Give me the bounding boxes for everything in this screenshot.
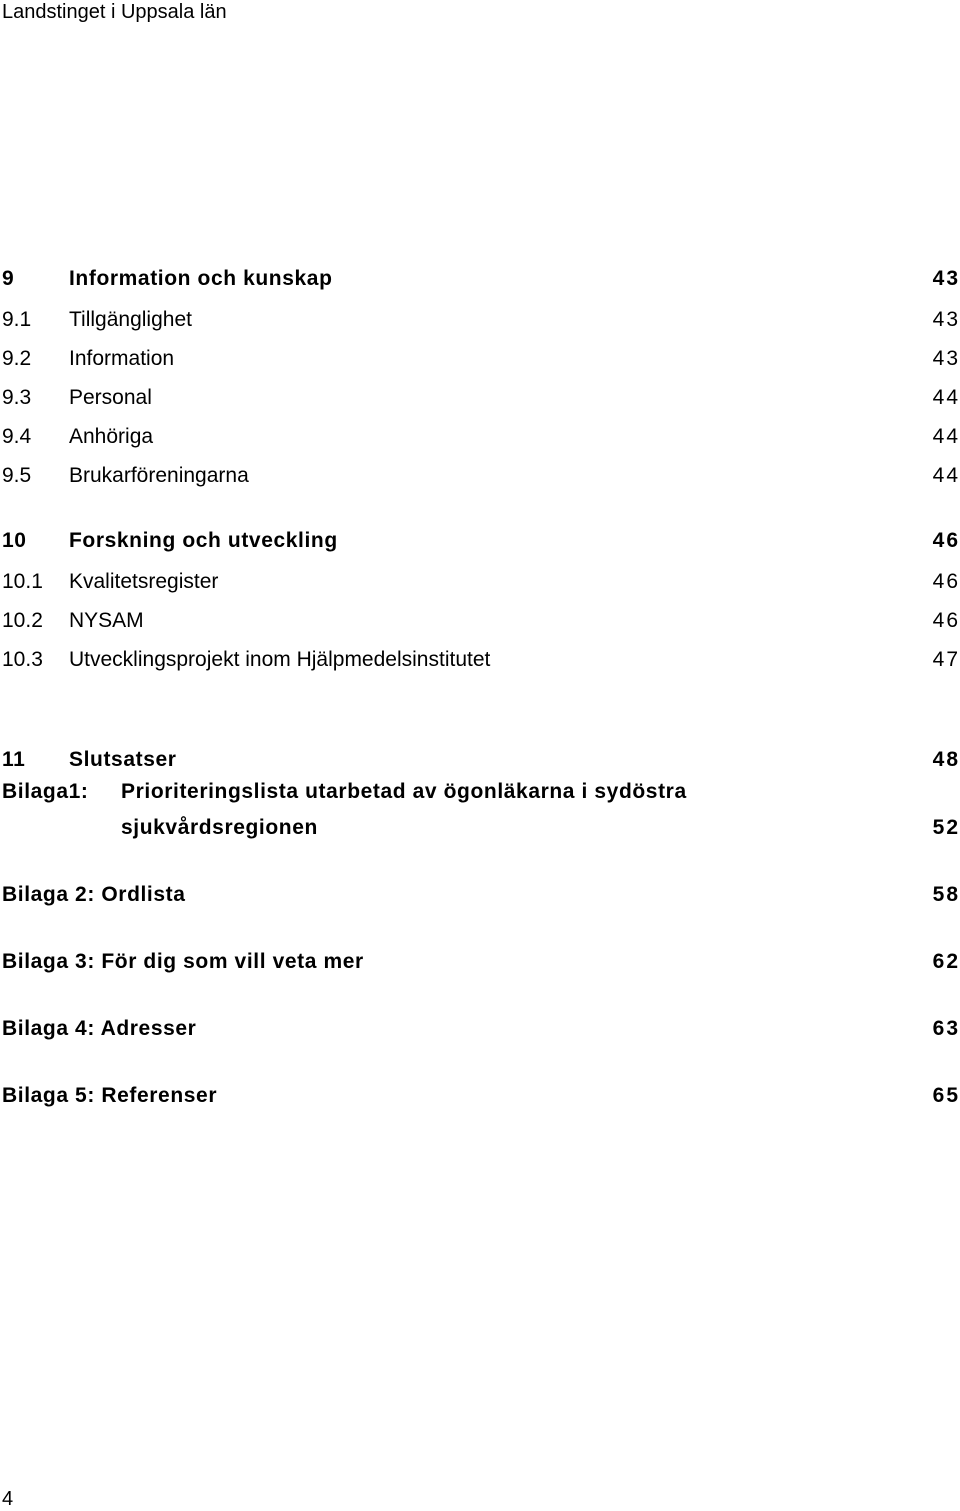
page-number: 4 — [2, 1488, 14, 1510]
toc-entry-bilaga-4[interactable] — [2, 1014, 960, 1044]
toc-number: 9.2 — [2, 347, 32, 370]
toc-page: 44 — [932, 464, 960, 487]
toc-title: Information — [69, 347, 175, 370]
toc-number: 10 — [2, 529, 27, 552]
toc-number: 9.5 — [2, 464, 32, 487]
appendix-label: Bilaga 2: Ordlista — [2, 883, 186, 906]
toc-page: 46 — [932, 529, 960, 552]
appendix-label: Bilaga 3: För dig som vill veta mer — [2, 950, 364, 973]
toc-entry-10-3[interactable] — [2, 645, 960, 675]
toc-entry-bilaga-3[interactable] — [2, 947, 960, 977]
toc-entry-chapter-9[interactable] — [2, 264, 960, 294]
toc-entry-bilaga-1-line-1[interactable] — [2, 777, 960, 807]
toc-title: Utvecklingsprojekt inom Hjälpmedelsinstitutet — [69, 648, 491, 671]
toc-title: Slutsatser — [69, 748, 177, 771]
toc-entry-chapter-11[interactable] — [2, 745, 960, 775]
toc-title: Information och kunskap — [69, 267, 333, 290]
toc-title: Tillgänglighet — [69, 308, 192, 331]
toc-title: Brukarföreningarna — [69, 464, 249, 487]
toc-page: 63 — [932, 1017, 960, 1040]
appendix-label: Bilaga 4: Adresser — [2, 1017, 197, 1040]
toc-page: 52 — [932, 816, 960, 839]
toc-number: 11 — [2, 748, 26, 771]
toc-page: 44 — [932, 425, 960, 448]
toc-title: Kvalitetsregister — [69, 570, 219, 593]
toc-page: 47 — [932, 648, 960, 671]
toc-number: 9.4 — [2, 425, 32, 448]
toc-entry-9-3[interactable] — [2, 383, 960, 413]
toc-page: 65 — [932, 1084, 960, 1107]
appendix-title: Prioriteringslista utarbetad av ögonläkarna i sydöstra — [121, 780, 687, 803]
toc-number: 10.2 — [2, 609, 43, 632]
toc-entry-9-2[interactable] — [2, 344, 960, 374]
toc-title: NYSAM — [69, 609, 144, 632]
toc-page: 46 — [932, 570, 960, 593]
toc-number: 9.3 — [2, 386, 32, 409]
toc-page: 44 — [932, 386, 960, 409]
appendix-label: Bilaga1: — [2, 780, 89, 803]
toc-page: 43 — [932, 267, 960, 290]
toc-number: 9 — [2, 267, 15, 290]
toc-page: 43 — [932, 347, 960, 370]
toc-entry-9-1[interactable] — [2, 305, 960, 335]
toc-page: 43 — [932, 308, 960, 331]
toc-title: Anhöriga — [69, 425, 154, 448]
toc-entry-9-5[interactable] — [2, 461, 960, 491]
toc-number: 10.1 — [2, 570, 43, 593]
toc-entry-9-4[interactable] — [2, 422, 960, 452]
toc-number: 9.1 — [2, 308, 32, 331]
toc-number: 10.3 — [2, 648, 43, 671]
toc-title: Personal — [69, 386, 152, 409]
toc-entry-10-2[interactable] — [2, 606, 960, 636]
toc-page: 48 — [932, 748, 960, 771]
toc-entry-10-1[interactable] — [2, 567, 960, 597]
toc-title: Forskning och utveckling — [69, 529, 338, 552]
appendix-label: Bilaga 5: Referenser — [2, 1084, 218, 1107]
toc-entry-chapter-10[interactable] — [2, 526, 960, 556]
toc-page: 58 — [932, 883, 960, 906]
running-header: Landstinget i Uppsala län — [2, 1, 227, 23]
toc-entry-bilaga-5[interactable] — [2, 1081, 960, 1111]
toc-entry-bilaga-1-line-2[interactable] — [2, 813, 960, 843]
toc-page: 62 — [932, 950, 960, 973]
appendix-title-continued: sjukvårdsregionen — [121, 816, 318, 839]
toc-entry-bilaga-2[interactable] — [2, 880, 960, 910]
toc-page: 46 — [932, 609, 960, 632]
